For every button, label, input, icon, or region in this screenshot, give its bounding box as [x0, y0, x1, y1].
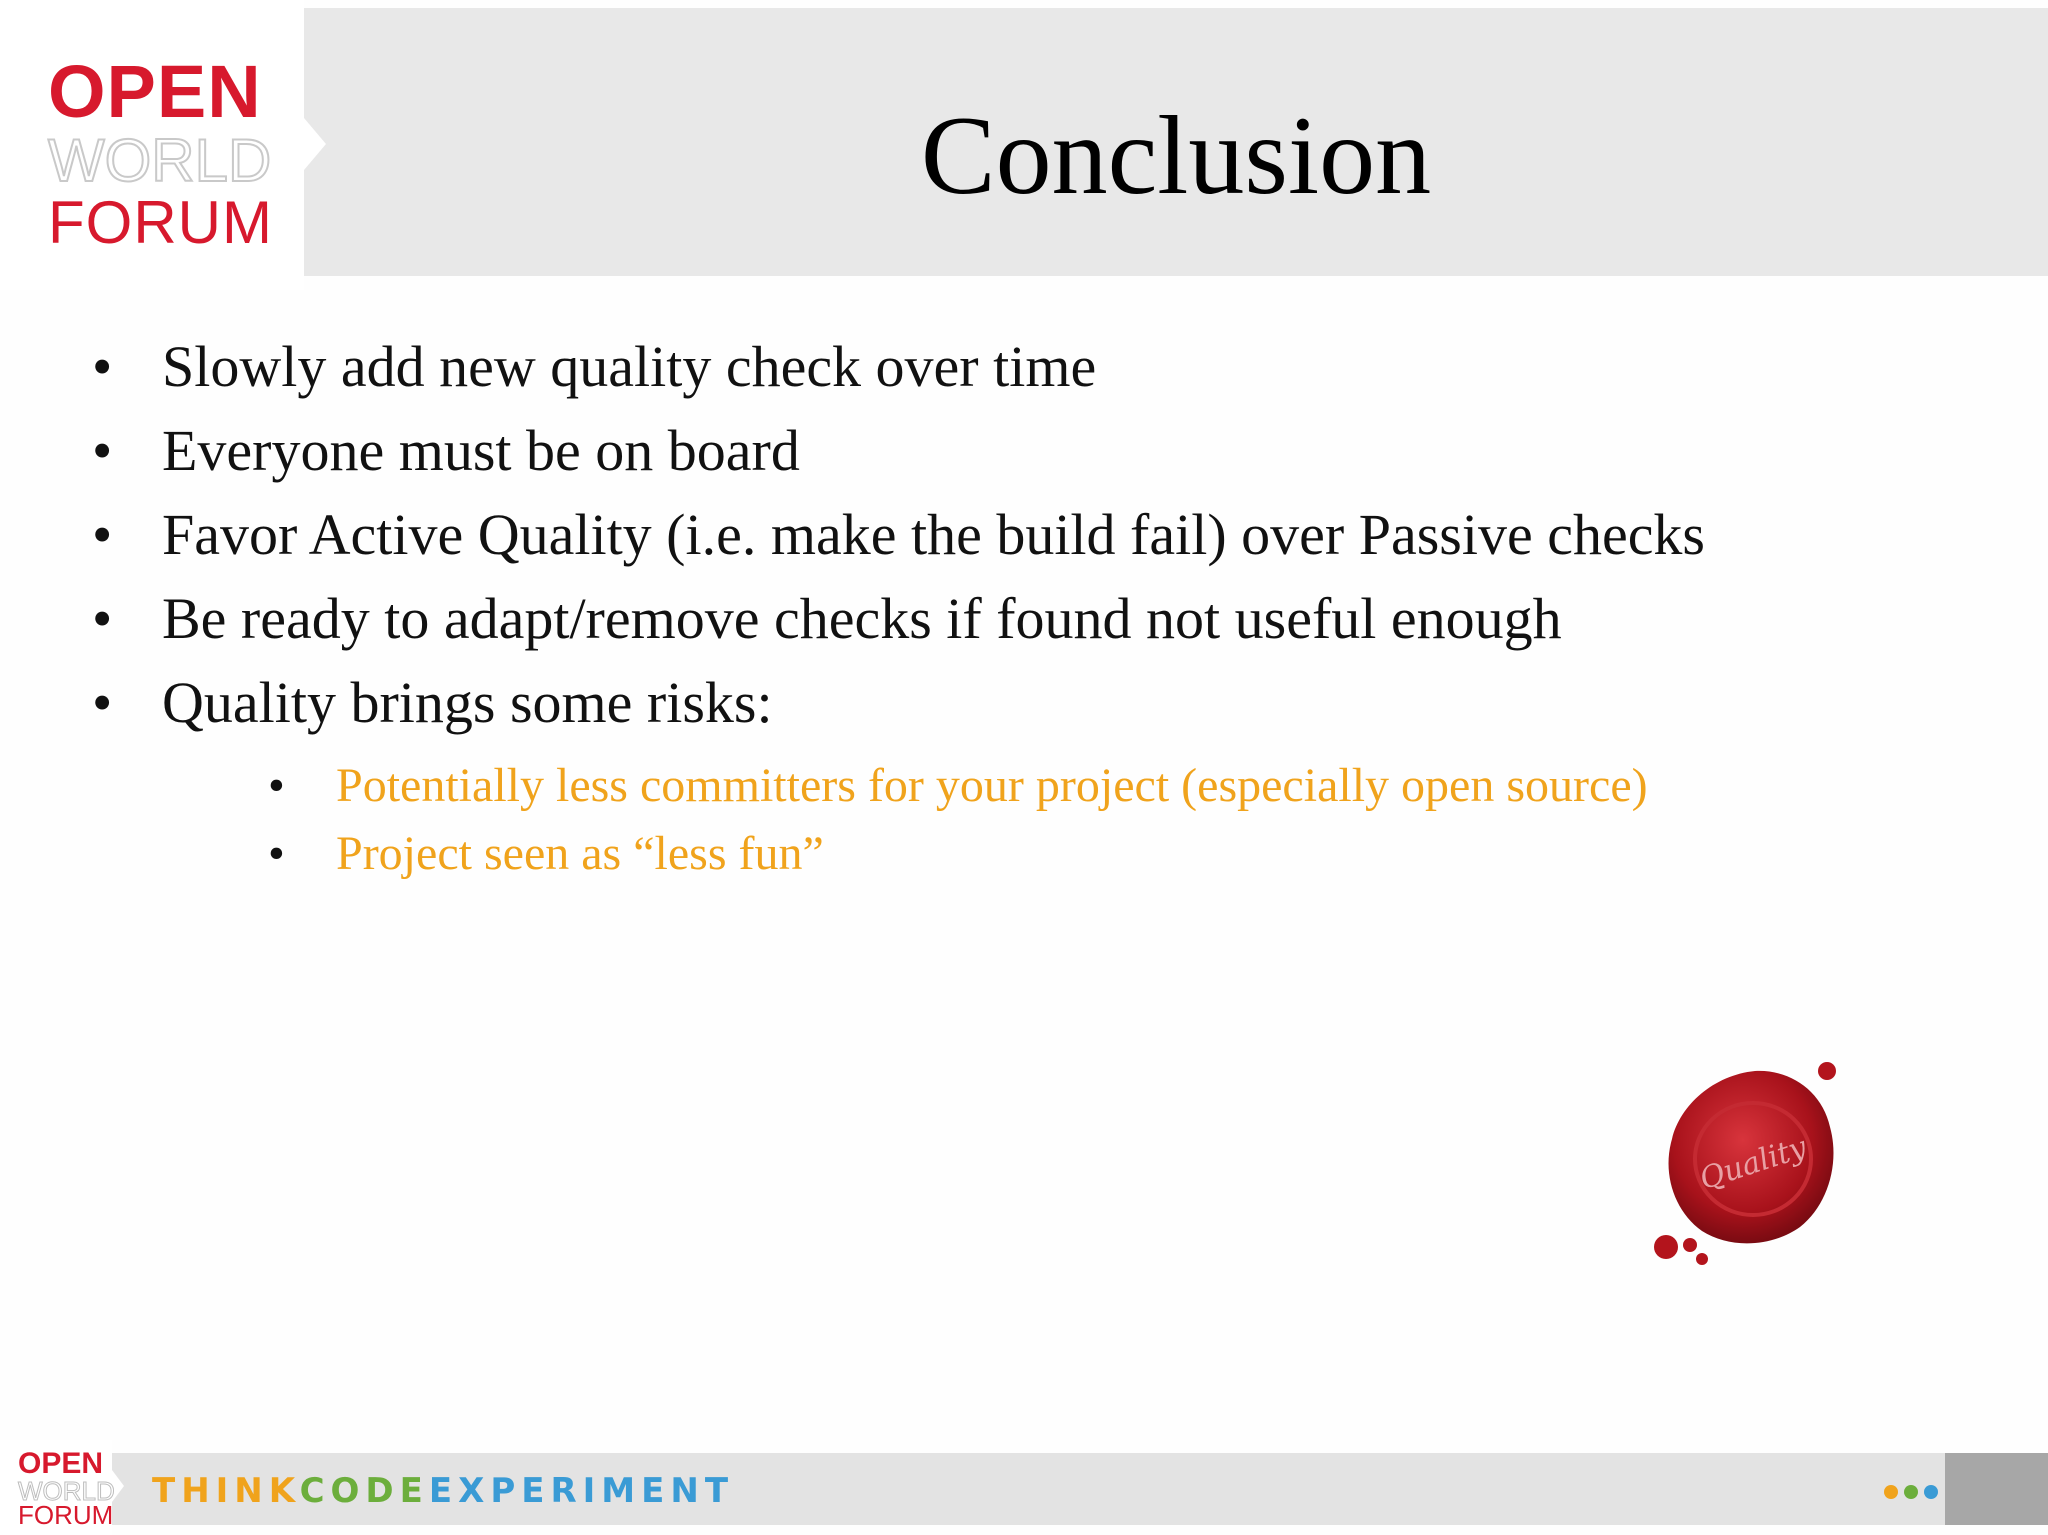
sub-bullet-text: Potentially less committers for your project (especially open source)	[336, 759, 1648, 812]
seal-text: Quality	[1695, 1129, 1811, 1198]
slide-title: Conclusion	[920, 94, 1432, 218]
footer-tagline	[152, 1471, 735, 1511]
footer-logo	[18, 1447, 115, 1531]
logo-line-forum: FORUM	[48, 189, 273, 256]
tagline-code: CODE	[299, 1471, 429, 1511]
bullet-text: Slowly add new quality check over time	[162, 334, 1097, 399]
sub-bullet-dot: •	[268, 759, 285, 812]
open-world-forum-logo	[48, 50, 273, 256]
bullet-dot: •	[92, 670, 113, 735]
footer-logo-open: OPEN	[18, 1447, 104, 1480]
bullet-dot: •	[92, 586, 113, 651]
logo-line-world: WORLD	[48, 127, 272, 194]
sub-bullet-dot: •	[268, 827, 285, 880]
footer-logo-world: WORLD	[18, 1475, 115, 1506]
logo-line-open: OPEN	[48, 50, 262, 133]
footer-end-block	[1945, 1453, 2048, 1525]
footer-logo-forum: FORUM	[18, 1500, 114, 1531]
bullet-text: Everyone must be on board	[162, 418, 800, 483]
quality-wax-seal-icon	[1650, 1055, 1860, 1275]
bullet-dot: •	[92, 502, 113, 567]
bullet-dot: •	[92, 418, 113, 483]
sub-bullet-text: Project seen as “less fun”	[336, 827, 824, 880]
tagline-experiment: EXPERIMENT	[428, 1471, 735, 1511]
bullet-text: Be ready to adapt/remove checks if found not useful enough	[162, 586, 1562, 651]
bullet-text: Favor Active Quality (i.e. make the build fail) over Passive checks	[162, 502, 1706, 567]
tagline-think: THINK	[152, 1471, 300, 1511]
ellipsis-dots-icon	[1882, 1483, 1942, 1501]
bullet-text: Quality brings some risks:	[162, 670, 773, 735]
bullet-dot: •	[92, 334, 113, 399]
